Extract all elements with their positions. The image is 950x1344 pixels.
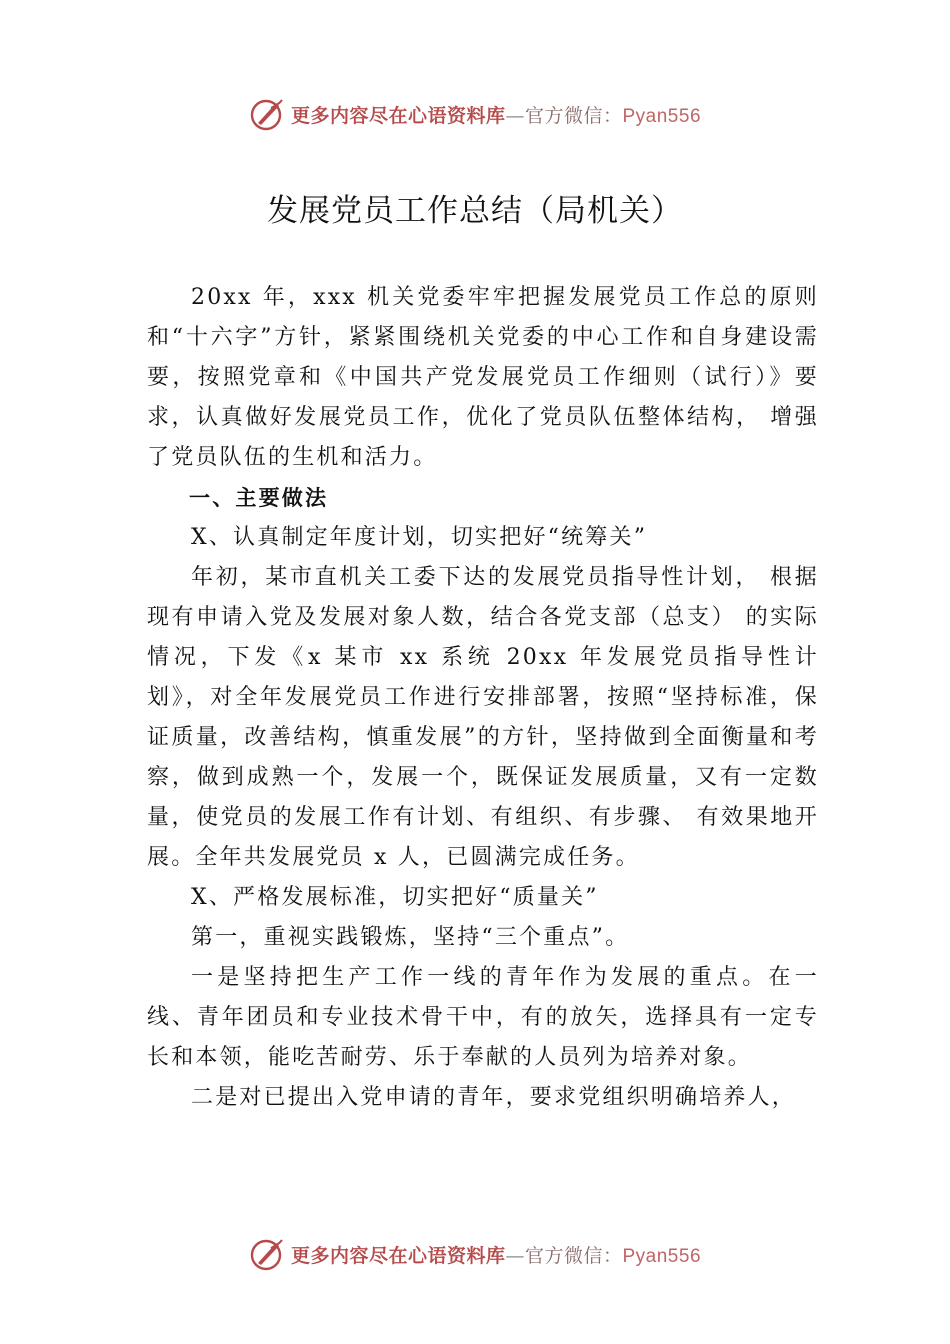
banner-wechat-label: 官方微信：	[524, 104, 623, 127]
paragraph: 第一，重视实践锻炼，坚持“三个重点”。	[191, 925, 630, 950]
subsection-heading: X、严格发展标准，切实把好“质量关”	[191, 885, 599, 910]
banner-separator: —	[505, 104, 525, 127]
header-banner	[0, 92, 950, 136]
banner-wechat-id: Pyan556	[622, 105, 702, 127]
paragraph: 二是对已提出入党申请的青年，要求党组织明确培养人，	[191, 1085, 797, 1110]
banner-wechat-label: 官方微信：	[524, 1244, 623, 1267]
quill-seal-icon	[249, 96, 285, 132]
document-body	[147, 278, 819, 1118]
banner-separator: —	[505, 1244, 525, 1267]
banner-main-text: 更多内容尽在心语资料库	[290, 104, 506, 127]
banner-text	[291, 101, 701, 128]
banner-main-text: 更多内容尽在心语资料库	[290, 1244, 506, 1267]
quill-seal-icon	[249, 1236, 285, 1272]
banner-text	[291, 1241, 701, 1268]
document-title: 发展党员工作总结（局机关）	[267, 193, 683, 229]
paragraph: 20xx 年，xxx 机关党委牢牢把握发展党员工作总的原则和“十六字”方针，紧紧围绕机关党委的中心工作和自身建设需要，按照党章和《中国共产党发展党员工作细则（试行）》要求，认真做好发展党员工作，优化了党员队伍整体结构， 增强了党员队伍的生机和活力。	[147, 285, 819, 470]
section-heading: 一、主要做法	[189, 486, 329, 510]
footer-banner	[0, 1232, 950, 1276]
paragraph: 年初，某市直机关工委下达的发展党员指导性计划， 根据现有申请入党及发展对象人数，结合各党支部（总支） 的实际情况，下发《x 某市 xx 系统 20xx 年发展党员指导性计划》，对全年发展党员工作进行安排部署，按照“坚持标准，保证质量，改善结构，慎重发展”的方针，坚持做到全面衡量和考察，做到成熟一个，发展一个，既保证发展质量，又有一定数量，使党员的发展工作有计划、有组织、有步骤、 有效果地开展。全年共发展党员 x 人，已圆满完成任务。	[147, 565, 819, 870]
subsection-heading: X、认真制定年度计划，切实把好“统筹关”	[191, 525, 648, 550]
banner-wechat-id: Pyan556	[622, 1245, 702, 1267]
paragraph: 一是坚持把生产工作一线的青年作为发展的重点。在一线、青年团员和专业技术骨干中，有的放矢，选择具有一定专长和本领，能吃苦耐劳、乐于奉献的人员列为培养对象。	[147, 965, 819, 1070]
